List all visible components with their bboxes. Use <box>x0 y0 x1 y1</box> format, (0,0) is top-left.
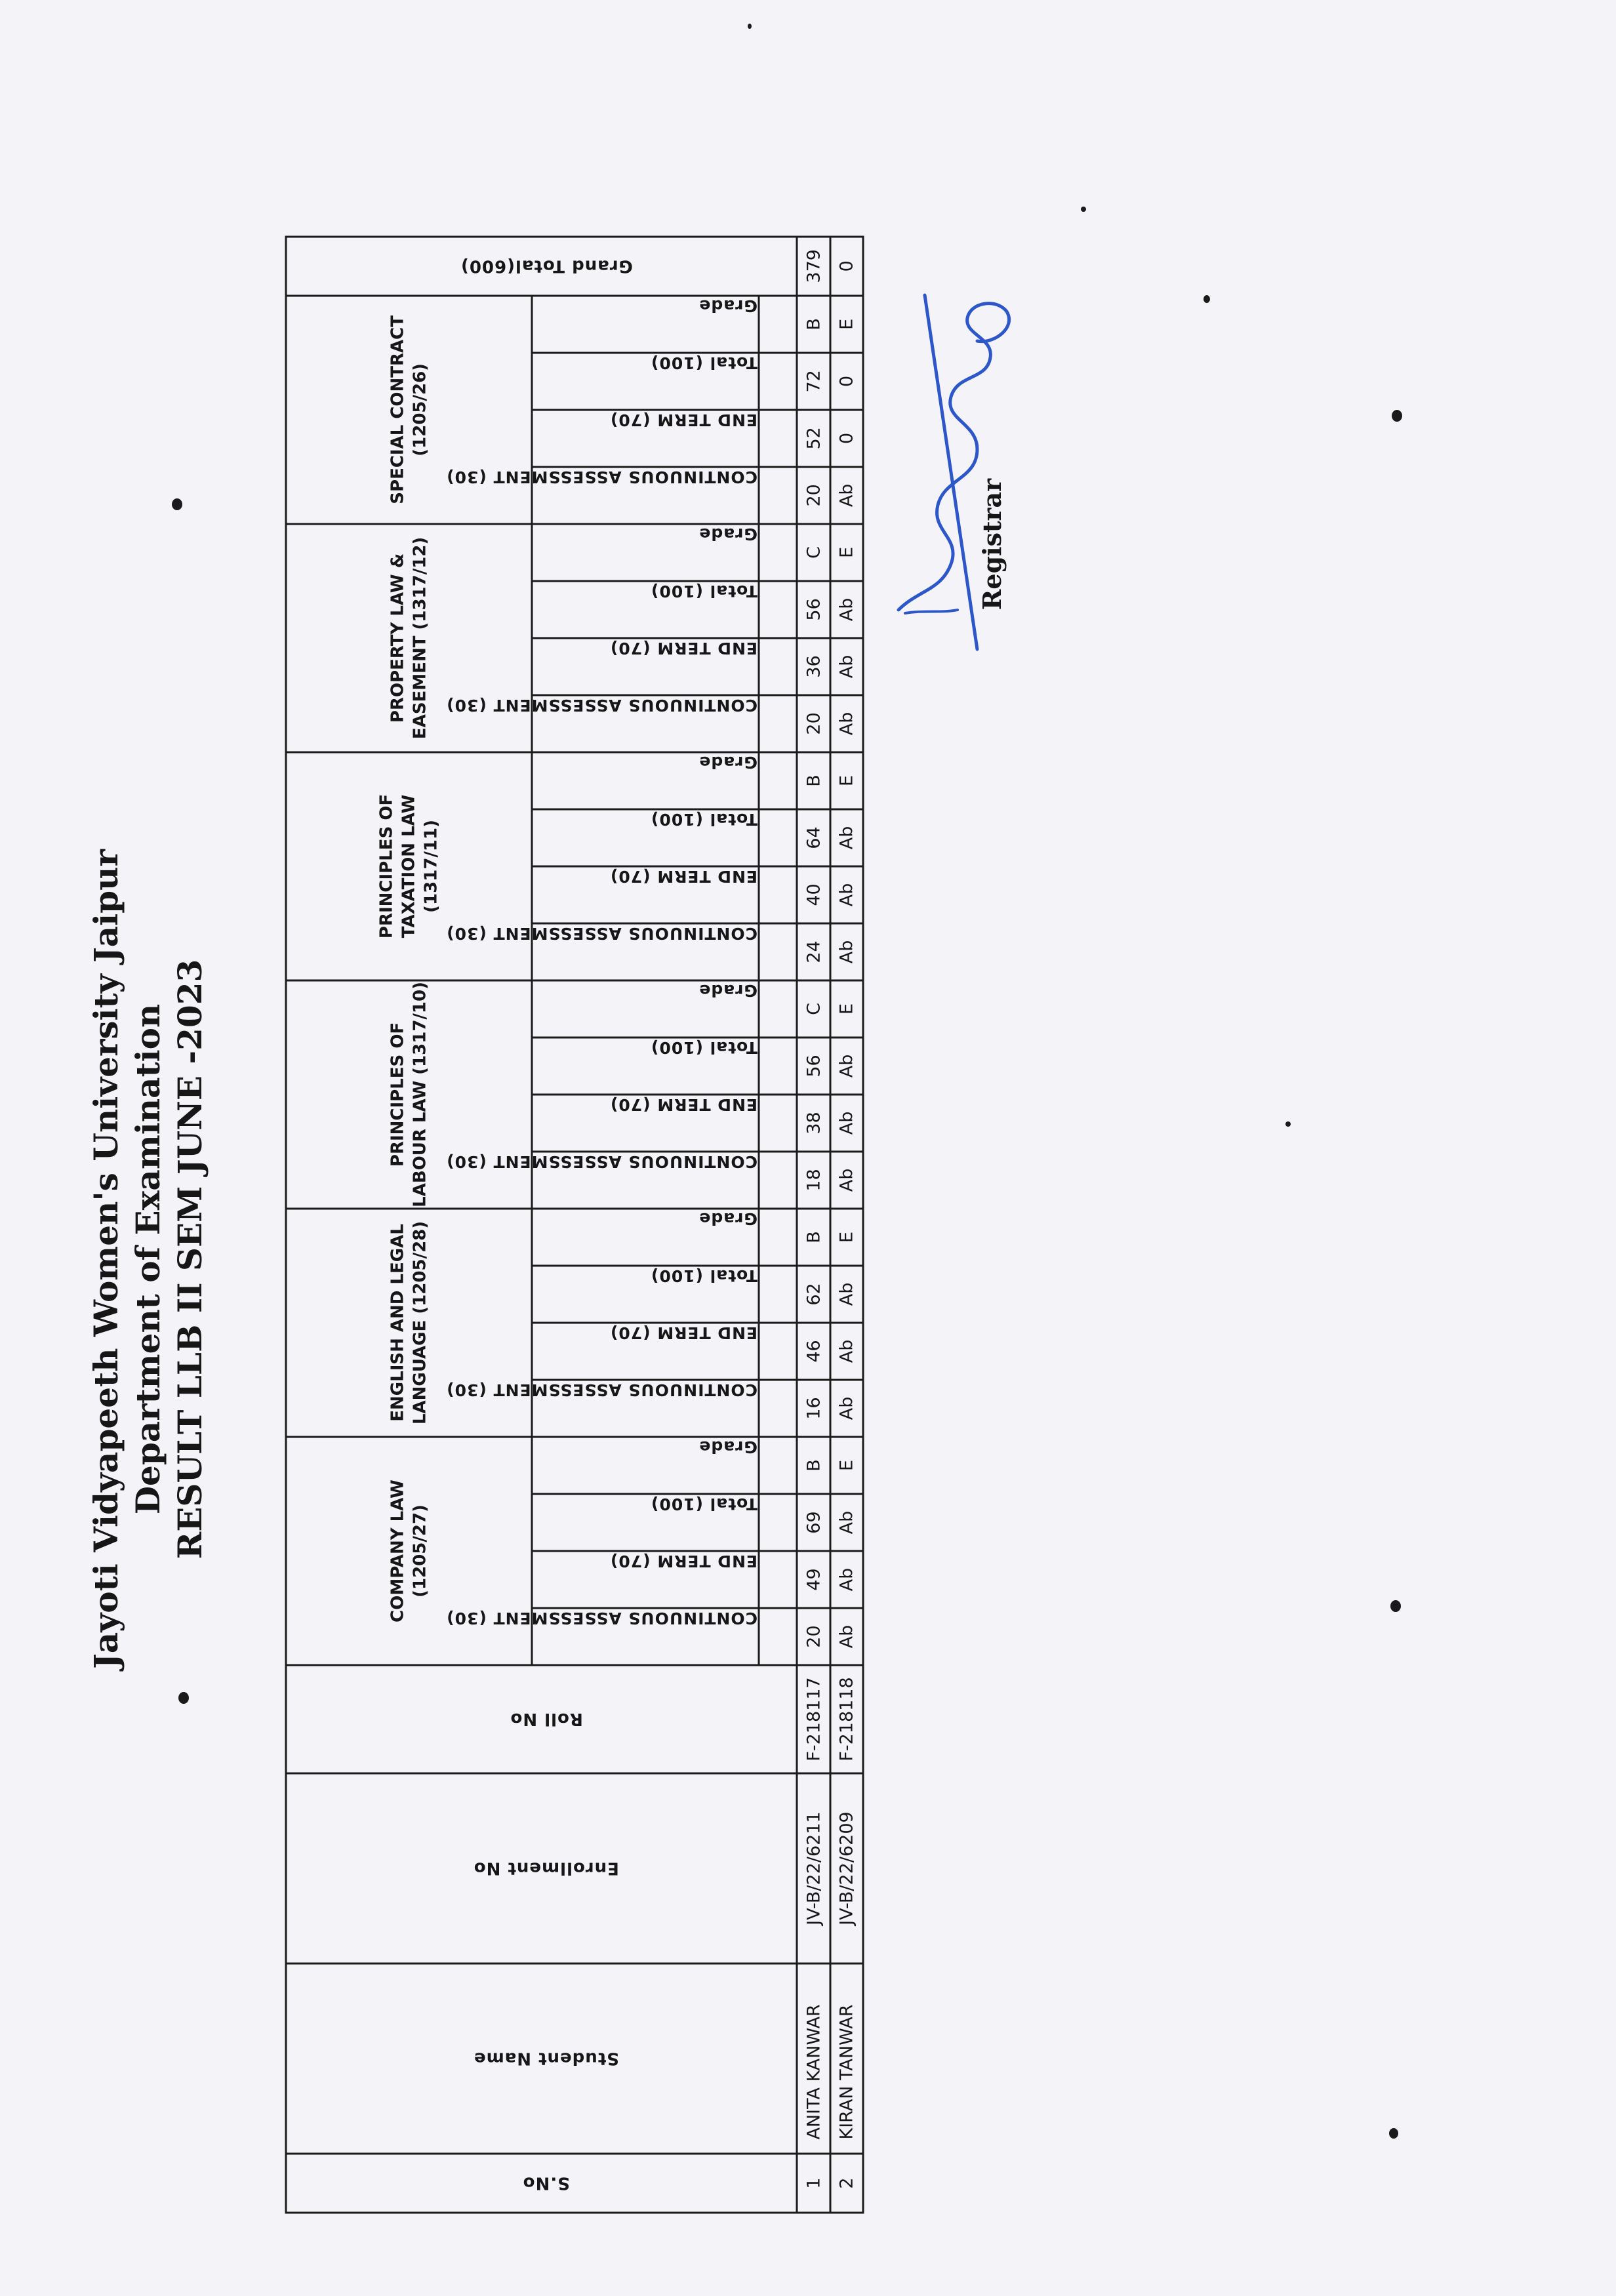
mark-cell: Ab <box>830 1380 863 1437</box>
scan-speck <box>748 24 752 29</box>
component-header: Grade <box>532 1209 759 1266</box>
mark-cell: 46 <box>797 1323 830 1380</box>
mark-cell: Ab <box>830 809 863 866</box>
mark-cell: Ab <box>830 1266 863 1323</box>
mark-cell: 24 <box>797 923 830 980</box>
component-header: END TERM (70) <box>532 866 759 923</box>
mark-cell: Ab <box>830 1323 863 1380</box>
grade-cell: C <box>797 980 830 1037</box>
grand-total-cell: 379 <box>797 237 830 296</box>
grand-total-cell: 0 <box>830 237 863 296</box>
result-title: RESULT LLB II SEM JUNE -2023 <box>171 959 209 1560</box>
grade-cell: E <box>830 1209 863 1266</box>
component-header: CONTINUOUS ASSESSMENT (30) <box>532 1152 759 1209</box>
component-header: Total (100) <box>532 809 759 866</box>
mark-cell: Ab <box>830 1037 863 1095</box>
grade-cell: B <box>797 1437 830 1494</box>
roll-cell: F-218118 <box>830 1665 863 1773</box>
component-header: CONTINUOUS ASSESSMENT (30) <box>532 1608 759 1665</box>
component-header: END TERM (70) <box>532 1323 759 1380</box>
mark-cell: 56 <box>797 1037 830 1095</box>
sno-header: S.No <box>286 2154 797 2213</box>
mark-cell: Ab <box>830 1608 863 1665</box>
university-name: Jayoti Vidyapeeth Women's University Jaipur <box>87 849 125 1669</box>
department-name: Department of Examination <box>129 1003 167 1515</box>
mark-cell: 18 <box>797 1152 830 1209</box>
student-name-header: Student Name <box>286 1964 797 2154</box>
mark-cell: 52 <box>797 410 830 467</box>
component-header: END TERM (70) <box>532 638 759 695</box>
mark-cell: 72 <box>797 353 830 410</box>
grade-cell: E <box>830 1437 863 1494</box>
component-header: Total (100) <box>532 353 759 410</box>
mark-cell: 62 <box>797 1266 830 1323</box>
mark-cell: 40 <box>797 866 830 923</box>
component-header: END TERM (70) <box>532 1551 759 1608</box>
grade-cell: B <box>797 1209 830 1266</box>
results-table <box>285 235 864 2213</box>
scan-speck <box>1390 1600 1401 1612</box>
component-header: CONTINUOUS ASSESSMENT (30) <box>532 1380 759 1437</box>
component-header: Grade <box>532 524 759 581</box>
scan-speck <box>1285 1121 1291 1127</box>
enrollment-cell: JV-B/22/6211 <box>797 1773 830 1964</box>
grade-cell: E <box>830 752 863 809</box>
table-row <box>830 237 863 2213</box>
scan-speck <box>1389 2128 1398 2139</box>
mark-cell: 0 <box>830 410 863 467</box>
grand-total-header: Grand Total(600) <box>286 237 797 296</box>
mark-cell: Ab <box>830 467 863 524</box>
mark-cell: Ab <box>830 1152 863 1209</box>
mark-cell: 20 <box>797 695 830 752</box>
registrar-label: Registrar <box>977 478 1007 611</box>
mark-cell: Ab <box>830 638 863 695</box>
mark-cell: 20 <box>797 1608 830 1665</box>
subject-header-row <box>286 237 532 2213</box>
subject-header: PRINCIPLES OF LABOUR LAW (1317/10) <box>286 980 532 1209</box>
grade-cell: E <box>830 296 863 353</box>
mark-cell: 0 <box>830 353 863 410</box>
grade-cell: E <box>830 980 863 1037</box>
scan-speck <box>1203 295 1210 303</box>
mark-cell: Ab <box>830 866 863 923</box>
mark-cell: 49 <box>797 1551 830 1608</box>
roll-cell: F-218117 <box>797 1665 830 1773</box>
student-name-cell: KIRAN TANWAR <box>830 1964 863 2154</box>
component-header: Total (100) <box>532 1037 759 1095</box>
subject-header: PRINCIPLES OF TAXATION LAW (1317/11) <box>286 752 532 980</box>
mark-cell: 38 <box>797 1095 830 1152</box>
mark-cell: Ab <box>830 1494 863 1551</box>
component-header: Total (100) <box>532 1494 759 1551</box>
component-header: Total (100) <box>532 1266 759 1323</box>
scan-speck <box>1081 207 1086 212</box>
component-header: END TERM (70) <box>532 410 759 467</box>
mark-cell: Ab <box>830 581 863 638</box>
component-header: CONTINUOUS ASSESSMENT (30) <box>532 923 759 980</box>
sno-cell: 1 <box>797 2154 830 2213</box>
grade-cell: B <box>797 752 830 809</box>
subject-header: SPECIAL CONTRACT (1205/26) <box>286 296 532 524</box>
component-header: CONTINUOUS ASSESSMENT (30) <box>532 467 759 524</box>
registrar-signature-icon <box>879 282 1049 675</box>
mark-cell: Ab <box>830 695 863 752</box>
table-row <box>797 237 830 2213</box>
mark-cell: Ab <box>830 1095 863 1152</box>
mark-cell: 56 <box>797 581 830 638</box>
mark-cell: 16 <box>797 1380 830 1437</box>
enrollment-no-header: Enrollment No <box>286 1773 797 1964</box>
component-header: CONTINUOUS ASSESSMENT (30) <box>532 695 759 752</box>
mark-cell: 69 <box>797 1494 830 1551</box>
mark-cell: 64 <box>797 809 830 866</box>
subject-header: COMPANY LAW (1205/27) <box>286 1437 532 1665</box>
component-header: Grade <box>532 752 759 809</box>
subject-header: PROPERTY LAW & EASEMENT (1317/12) <box>286 524 532 752</box>
component-header: Total (100) <box>532 581 759 638</box>
component-header: Grade <box>532 1437 759 1494</box>
subject-header: ENGLISH AND LEGAL LANGUAGE (1205/28) <box>286 1209 532 1437</box>
grade-cell: B <box>797 296 830 353</box>
component-header: END TERM (70) <box>532 1095 759 1152</box>
grade-cell: C <box>797 524 830 581</box>
component-header: Grade <box>532 980 759 1037</box>
enrollment-cell: JV-B/22/6209 <box>830 1773 863 1964</box>
results-table-wrapper <box>285 249 864 2214</box>
scan-speck <box>1392 410 1402 422</box>
grade-cell: E <box>830 524 863 581</box>
mark-cell: 36 <box>797 638 830 695</box>
component-header: Grade <box>532 296 759 353</box>
student-name-cell: ANITA KANWAR <box>797 1964 830 2154</box>
roll-no-header: Roll No <box>286 1665 797 1773</box>
mark-cell: Ab <box>830 923 863 980</box>
mark-cell: Ab <box>830 1551 863 1608</box>
sno-cell: 2 <box>830 2154 863 2213</box>
mark-cell: 20 <box>797 467 830 524</box>
